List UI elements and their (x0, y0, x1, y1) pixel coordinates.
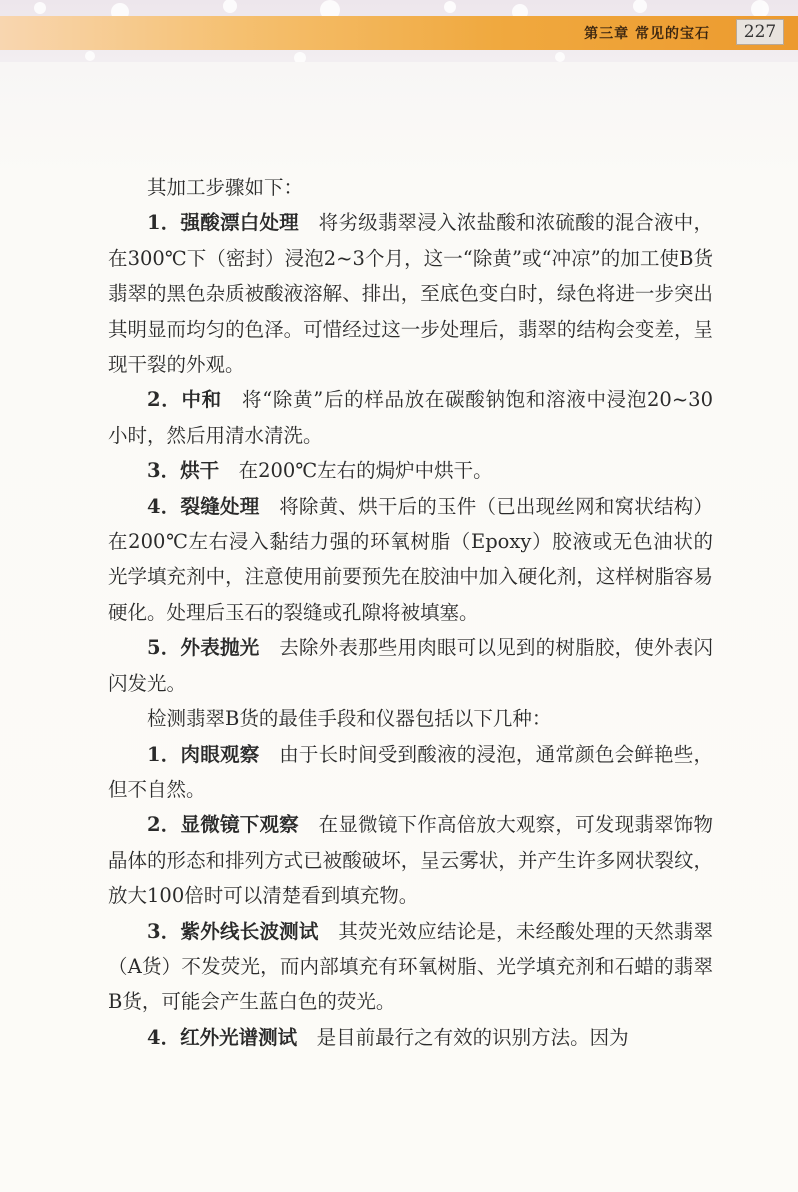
paragraph (108, 914, 713, 1020)
paragraph (108, 630, 713, 701)
paragraph (108, 205, 713, 382)
step-heading: 3．烘干 (147, 459, 220, 483)
paragraph-text: 其加工步骤如下： (147, 176, 304, 199)
method-heading: 2．显微镜下观察 (147, 813, 299, 837)
page-number: 227 (736, 19, 784, 45)
paragraph (108, 170, 713, 205)
method-heading: 4．红外光谱测试 (147, 1025, 298, 1049)
paragraph-text: 其荧光效应结论是，未经酸处理的天然翡翠（A货）不发荧光，而内部填充有环氧树脂、光学填充剂和石蜡的翡翠B货，可能会产生蓝白色的荧光。 (108, 919, 713, 1014)
paragraph (108, 701, 713, 736)
paragraph (108, 1020, 713, 1055)
paragraph-text: 将劣级翡翠浸入浓盐酸和浓硫酸的混合液中，在300℃下（密封）浸泡2~3个月，这一“除黄”或“冲凉”的加工使B货翡翠的黑色杂质被酸液溶解、排出，至底色变白时，绿色将进一步突出其明显而均匀的色泽。可惜经过这一步处理后，翡翠的结构会变差，呈现干裂的外观。 (108, 211, 713, 377)
step-heading: 1．强酸漂白处理 (147, 211, 299, 235)
paragraph-text: 在200℃左右的焗炉中烘干。 (238, 459, 493, 483)
paragraph-text: 去除外表那些用肉眼可以见到的树脂胶，使外表闪闪发光。 (108, 636, 713, 695)
paragraph-text: 将除黄、烘干后的玉件（已出现丝网和窝状结构）在200℃左右浸入黏结力强的环氧树脂（Epoxy）胶液或无色油状的光学填充剂中，注意使用前要预先在胶油中加入硬化剂，这样树脂容易硬化。处理后玉石的裂缝或孔隙将被填塞。 (108, 494, 713, 624)
paragraph-text: 是目前最行之有效的识别方法。因为 (316, 1025, 629, 1049)
paragraph (108, 489, 713, 631)
paragraph (108, 453, 713, 488)
step-heading: 2．中和 (147, 388, 222, 412)
paragraph-text: 在显微镜下作高倍放大观察，可发现翡翠饰物晶体的形态和排列方式已被酸破坏，呈云雾状，并产生许多网状裂纹，放大100倍时可以清楚看到填充物。 (108, 813, 713, 908)
paragraph-text: 检测翡翠B货的最佳手段和仪器包括以下几种： (147, 707, 552, 731)
step-heading: 5．外表抛光 (147, 636, 260, 660)
chapter-title: 第三章 常见的宝石 (584, 26, 710, 42)
paragraph (108, 807, 713, 913)
paragraph (108, 382, 713, 453)
page-header (0, 0, 798, 62)
step-heading: 4．裂缝处理 (147, 494, 260, 518)
method-heading: 3．紫外线长波测试 (147, 919, 319, 943)
paragraph-text: 将“除黄”后的样品放在碳酸钠饱和溶液中浸泡20~30小时，然后用清水清洗。 (108, 388, 713, 447)
paragraph-text: 由于长时间受到酸液的浸泡，通常颜色会鲜艳些，但不自然。 (108, 742, 713, 801)
method-heading: 1．肉眼观察 (147, 742, 260, 766)
body-text (108, 170, 713, 1055)
paragraph (108, 737, 713, 808)
